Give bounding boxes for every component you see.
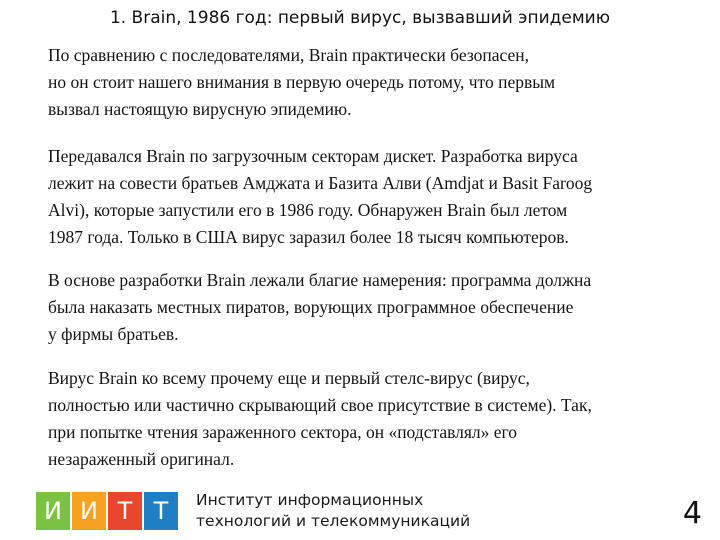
logo-letter-4: Т: [144, 492, 178, 530]
text-line: По сравнению с последователями, Brain практически безопасен,: [48, 45, 530, 65]
text-line: лежит на совести братьев Амджата и Базита Алви (Amdjat и Basit Faroog: [48, 173, 593, 193]
institute-name: [196, 490, 470, 532]
paragraph-1: [48, 42, 708, 123]
text-line: полностью или частично скрывающий свое присутствие в системе). Так,: [48, 395, 592, 415]
text-line: Alvi), которые запустили его в 1986 году. Обнаружен Brain был летом: [48, 200, 568, 220]
text-line: Вирус Brain ко всему прочему еще и первый стелс-вирус (вирус,: [48, 368, 530, 388]
paragraph-4: [48, 365, 708, 473]
institute-line: технологий и телекоммуникаций: [196, 512, 471, 530]
text-line: но он стоит нашего внимания в первую очередь потому, что первым: [48, 72, 556, 92]
institute-line: Институт информационных: [196, 491, 424, 509]
slide-title: 1. Brain, 1986 год: первый вирус, вызвавший эпидемию: [109, 8, 611, 28]
logo-letter-1: И: [36, 492, 70, 530]
text-line: В основе разработки Brain лежали благие намерения: программа должна: [48, 270, 592, 290]
text-line: у фирмы братьев.: [48, 324, 179, 344]
text-line: Передавался Brain по загрузочным секторам дискет. Разработка вируса: [48, 146, 578, 166]
text-line: незараженный оригинал.: [48, 449, 235, 469]
text-line: 1987 года. Только в США вирус заразил более 18 тысяч компьютеров.: [48, 227, 569, 247]
logo-letter-2: И: [72, 492, 106, 530]
logo-letter-3: Т: [108, 492, 142, 530]
text-line: была наказать местных пиратов, ворующих программное обеспечение: [48, 297, 574, 317]
page-number: 4: [682, 496, 702, 531]
text-line: при попытке чтения зараженного сектора, он «подставлял» его: [48, 422, 518, 442]
paragraph-3: [48, 267, 708, 348]
paragraph-2: [48, 143, 708, 251]
text-line: вызвал настоящую вирусную эпидемию.: [48, 99, 352, 119]
iitt-logo: [36, 492, 178, 530]
